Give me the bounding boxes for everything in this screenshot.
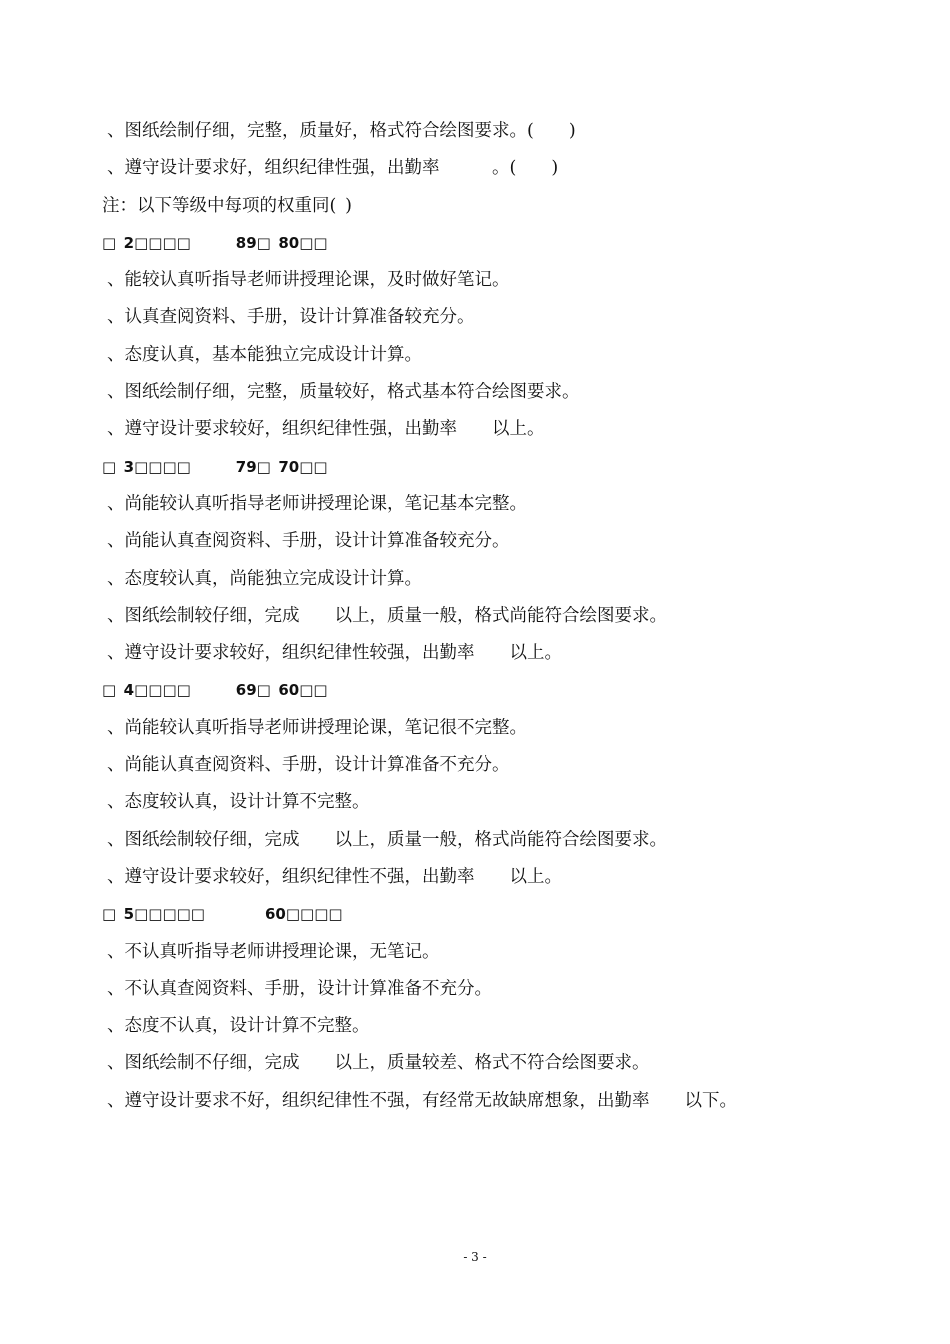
criteria-item: 、尚能认真查阅资料、手册，设计计算准备较充分。	[107, 531, 510, 552]
criteria-item: 、遵守设计要求较好，组织纪律性不强，出勤率 以上。	[107, 866, 562, 887]
criteria-item: 、认真查阅资料、手册，设计计算准备较充分。	[107, 307, 475, 328]
criteria-item: 、图纸绘制较仔细，完成 以上，质量一般，格式尚能符合绘图要求。	[107, 829, 667, 850]
criteria-item: 、图纸绘制不仔细，完成 以上，质量较差、格式不符合绘图要求。	[107, 1053, 650, 1074]
grade-heading: □ 4□□□□ 69□ 60□□	[102, 681, 328, 700]
criteria-item: 、遵守设计要求好，组织纪律性强，出勤率 。( )	[107, 158, 559, 179]
criteria-item: 、尚能认真查阅资料、手册，设计计算准备不充分。	[107, 755, 510, 776]
page-number: - 3 -	[463, 1250, 487, 1264]
grade-heading: □ 5□□□□□ 60□□□□	[102, 905, 343, 924]
criteria-item: 、能较认真听指导老师讲授理论课，及时做好笔记。	[107, 270, 510, 291]
criteria-item: 、尚能较认真听指导老师讲授理论课，笔记基本完整。	[107, 493, 527, 514]
criteria-item: 、图纸绘制较仔细，完成 以上，质量一般，格式尚能符合绘图要求。	[107, 605, 667, 626]
grade-heading: □ 2□□□□ 89□ 80□□	[102, 233, 328, 252]
criteria-item: 、遵守设计要求较好，组织纪律性强，出勤率 以上。	[107, 419, 545, 440]
criteria-item: 、态度较认真，设计计算不完整。	[107, 792, 370, 813]
criteria-item: 、尚能较认真听指导老师讲授理论课，笔记很不完整。	[107, 717, 527, 738]
criteria-item: 、图纸绘制仔细，完整，质量较好，格式基本符合绘图要求。	[107, 382, 580, 403]
criteria-item: 、不认真查阅资料、手册，设计计算准备不充分。	[107, 978, 492, 999]
criteria-item: 、态度不认真，设计计算不完整。	[107, 1016, 370, 1037]
document-body	[102, 118, 862, 1125]
grade-heading: □ 3□□□□ 79□ 70□□	[102, 457, 328, 476]
criteria-item: 、遵守设计要求较好，组织纪律性较强，出勤率 以上。	[107, 643, 562, 664]
criteria-item: 、遵守设计要求不好，组织纪律性不强，有经常无故缺席想象，出勤率 以下。	[107, 1090, 737, 1111]
criteria-item: 、不认真听指导老师讲授理论课，无笔记。	[107, 941, 440, 962]
criteria-item: 、态度较认真，尚能独立完成设计计算。	[107, 568, 422, 589]
criteria-item: 、态度认真，基本能独立完成设计计算。	[107, 344, 422, 365]
criteria-item: 、图纸绘制仔细，完整，质量好，格式符合绘图要求。( )	[107, 121, 576, 141]
weight-note: 注：以下等级中每项的权重同( )	[102, 195, 352, 216]
